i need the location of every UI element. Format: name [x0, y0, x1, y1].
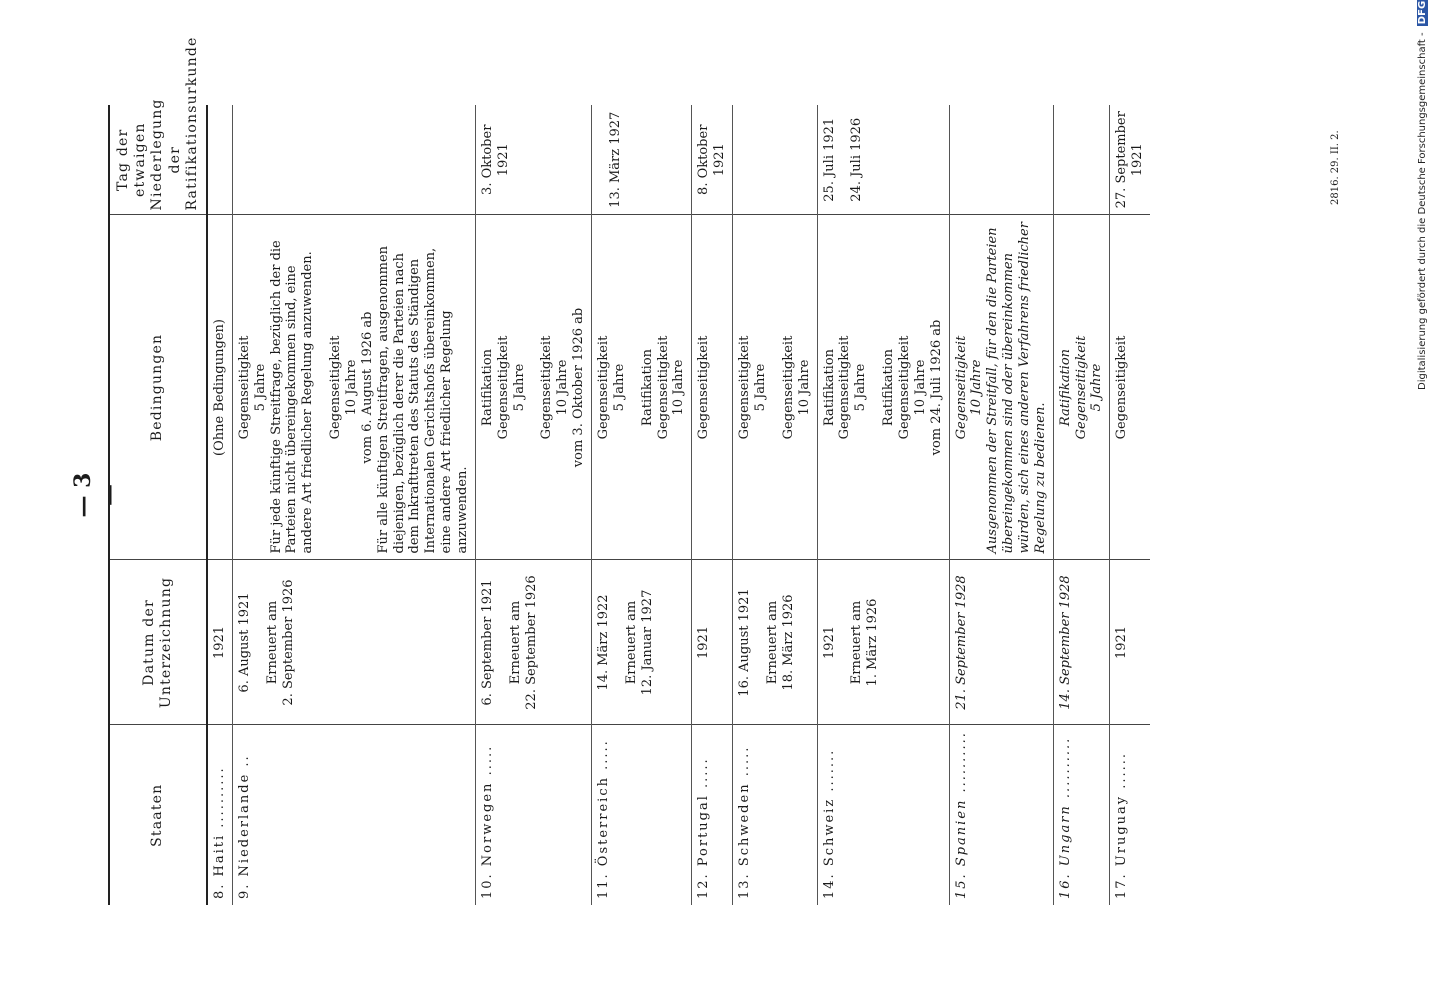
condition-line: vom 3. Oktober 1926 ab — [571, 307, 587, 468]
condition-line: Gegenseitigkeit — [837, 335, 853, 440]
signature-date-line: 22. September 1926 — [523, 575, 539, 710]
condition-line: Ratifikation — [1057, 348, 1073, 427]
signature-date-line: 12. Januar 1927 — [639, 589, 655, 696]
state-cell: 8. Haiti .......... — [207, 725, 232, 905]
printer-mark: 2816. 29. II. 2. — [1330, 130, 1341, 205]
signature-date-cell — [1053, 560, 1110, 725]
table-row — [1110, 105, 1150, 905]
signature-date-cell — [207, 560, 232, 725]
condition-line: 10 Jahre — [969, 359, 985, 416]
signatories-table — [108, 36, 1150, 905]
condition-line — [869, 222, 881, 554]
ratification-date-cell — [692, 105, 733, 215]
state-cell: 13. Schweden ..... — [733, 725, 817, 905]
header-ratification-date: Tag der etwaigen Niederlegung der Ratifikationsurkunde — [109, 105, 207, 215]
signature-date-cell — [232, 560, 475, 725]
condition-line: Gegenseitigkeit — [495, 335, 511, 440]
condition-line: Ratifikation — [881, 348, 897, 427]
signature-date-cell — [1110, 560, 1150, 725]
state-cell: 9. Niederlande .. — [232, 725, 475, 905]
signature-date-line: 14. März 1922 — [596, 594, 612, 691]
signature-date-line: Erneuert am — [849, 600, 865, 685]
condition-line: Gegenseitigkeit — [1073, 335, 1089, 440]
condition-line: 10 Jahre — [796, 359, 812, 416]
signature-date-line: 1921 — [212, 625, 227, 660]
state-cell: 14. Schweiz ....... — [817, 725, 949, 905]
condition-line: Gegenseitigkeit — [236, 335, 252, 440]
digitization-credit-text: Digitalisierung gefördert durch die Deutsche Forschungsgemeinschaft - — [1417, 29, 1428, 390]
condition-line: 10 Jahre — [912, 359, 928, 416]
condition-line: Ratifikation — [479, 348, 495, 427]
state-cell: 16. Ungarn .......... — [1053, 725, 1110, 905]
table-row — [207, 105, 232, 905]
signature-date-line: 6. August 1921 — [236, 592, 252, 693]
header-conditions: Bedingungen — [109, 215, 207, 560]
signature-date-cell — [592, 560, 692, 725]
digitization-credit — [1417, 0, 1428, 390]
signature-date-cell — [475, 560, 591, 725]
ratification-date-line: 24. Juli 1926 — [849, 117, 865, 202]
ratification-date-cell — [232, 105, 475, 215]
ratification-date-cell — [1053, 105, 1110, 215]
ratification-date-line: 27. September 1921 — [1114, 111, 1146, 209]
table-row — [817, 105, 949, 905]
condition-line — [769, 222, 781, 554]
signature-date-line — [496, 567, 508, 719]
condition-line: 10 Jahre — [344, 359, 360, 416]
ratification-date-line: 25. Juli 1921 — [821, 117, 837, 202]
condition-line: 5 Jahre — [611, 363, 627, 412]
condition-line: Gegenseitigkeit — [328, 335, 344, 440]
condition-line: Gegenseitigkeit — [539, 335, 555, 440]
condition-line: Gegenseitigkeit — [953, 335, 969, 440]
signature-date-line: Erneuert am — [623, 600, 639, 685]
page-number: — 3 — — [70, 472, 122, 518]
header-states: Staaten — [109, 725, 207, 905]
conditions-cell — [207, 215, 232, 560]
rotated-treaty-table — [108, 36, 1328, 905]
condition-line: 5 Jahre — [853, 363, 869, 412]
ratification-date-cell — [1110, 105, 1150, 215]
condition-line: Gegenseitigkeit — [596, 335, 612, 440]
condition-line: Ratifikation — [821, 348, 837, 427]
signature-date-line: 1. März 1926 — [865, 598, 881, 687]
ratification-date-line — [837, 111, 849, 209]
condition-line: 5 Jahre — [511, 363, 527, 412]
conditions-cell — [592, 215, 692, 560]
signature-date-line: 2. September 1926 — [280, 579, 296, 706]
ratification-date-line: 8. Oktober 1921 — [696, 124, 728, 195]
signature-date-line: 21. September 1928 — [953, 575, 969, 710]
signature-date-cell — [817, 560, 949, 725]
ratification-date-cell — [733, 105, 817, 215]
condition-line: 10 Jahre — [671, 359, 687, 416]
ratification-date-cell — [817, 105, 949, 215]
state-cell: 12. Portugal ..... — [692, 725, 733, 905]
table-row — [592, 105, 692, 905]
ratification-date-cell — [207, 105, 232, 215]
signature-date-line — [753, 567, 765, 719]
condition-line — [316, 222, 328, 554]
signature-date-line: 14. September 1928 — [1057, 575, 1073, 710]
signature-date-line: 16. August 1921 — [737, 588, 753, 697]
signature-date-cell — [733, 560, 817, 725]
condition-line: 5 Jahre — [1089, 363, 1105, 412]
signature-date-line: Erneuert am — [507, 600, 523, 685]
table-header-row — [109, 105, 207, 905]
ratification-date-line: 3. Oktober 1921 — [479, 124, 511, 195]
table-row — [733, 105, 817, 905]
condition-line: 5 Jahre — [752, 363, 768, 412]
signature-date-line: 1921 — [1114, 625, 1130, 660]
table-body — [207, 105, 1150, 905]
signature-date-line: 1921 — [696, 625, 712, 660]
condition-line: Für alle künftigen Streitfragen, ausgenommen diejenigen, bezüglich derer die Parteien nach dem Inkrafttreten des Statuts des Ständigen Internationalen Gerichtshofs übereinkommen, eine andere Art friedlicher Regelung anzuwenden. — [375, 245, 471, 554]
signature-date-line — [612, 567, 624, 719]
signature-date-line — [253, 567, 265, 719]
condition-line: Gegenseitigkeit — [696, 335, 712, 440]
state-cell: 11. Österreich ..... — [592, 725, 692, 905]
conditions-cell — [232, 215, 475, 560]
signature-date-cell — [692, 560, 733, 725]
table-row — [1053, 105, 1110, 905]
state-cell: 17. Uruguay ...... — [1114, 751, 1130, 899]
dfg-logo: DFG — [1417, 0, 1428, 25]
conditions-cell — [1053, 215, 1110, 560]
signature-date-line: 18. März 1926 — [780, 594, 796, 691]
conditions-cell — [475, 215, 591, 560]
signature-date-line — [837, 567, 849, 719]
signature-date-line: 1921 — [821, 625, 837, 660]
signature-date-line: Erneuert am — [264, 600, 280, 685]
condition-line: Gegenseitigkeit — [896, 335, 912, 440]
condition-line: Gegenseitigkeit — [737, 335, 753, 440]
ratification-date-cell — [949, 105, 1053, 215]
table-row — [232, 105, 475, 905]
condition-line: (Ohne Bedingungen) — [212, 319, 227, 456]
condition-line — [527, 222, 539, 554]
header-signature-date: Datum der Unterzeichnung — [109, 560, 207, 725]
condition-line: Ausgenommen der Streitfall, für den die Parteien übereingekommen sind oder übereinkommen würden, sich eines anderen Verfahrens friedlicher Regelung zu bedienen. — [985, 222, 1048, 554]
condition-line: Für jede künftige Streitfrage, bezüglich der die Parteien nicht übereingekommen sind, eine andere Art friedlicher Regelung anzuwenden. — [268, 240, 316, 554]
condition-line: Gegenseitigkeit — [1114, 335, 1130, 440]
state-cell: 15. Spanien .......... — [949, 725, 1053, 905]
conditions-cell — [949, 215, 1053, 560]
table-row — [949, 105, 1053, 905]
ratification-date-cell — [475, 105, 591, 215]
signature-date-line: Erneuert am — [764, 600, 780, 685]
state-cell: 10. Norwegen ..... — [475, 725, 591, 905]
condition-line: Gegenseitigkeit — [780, 335, 796, 440]
conditions-cell — [692, 215, 733, 560]
table-row — [475, 105, 591, 905]
conditions-cell — [1110, 215, 1150, 560]
table-row — [692, 105, 733, 905]
condition-line — [628, 222, 640, 554]
signature-date-cell — [949, 560, 1053, 725]
conditions-cell — [733, 215, 817, 560]
condition-line: vom 24. Juli 1926 ab — [928, 319, 944, 456]
ratification-date-line — [596, 111, 608, 209]
condition-line: vom 6. August 1926 ab — [359, 311, 375, 464]
condition-line: 10 Jahre — [555, 359, 571, 416]
conditions-cell — [817, 215, 949, 560]
condition-line: Ratifikation — [639, 348, 655, 427]
ratification-date-line: 13. März 1927 — [608, 111, 624, 208]
ratification-date-cell — [592, 105, 692, 215]
signature-date-line: 6. September 1921 — [479, 579, 495, 706]
condition-line: 5 Jahre — [252, 363, 268, 412]
condition-line: Gegenseitigkeit — [655, 335, 671, 440]
